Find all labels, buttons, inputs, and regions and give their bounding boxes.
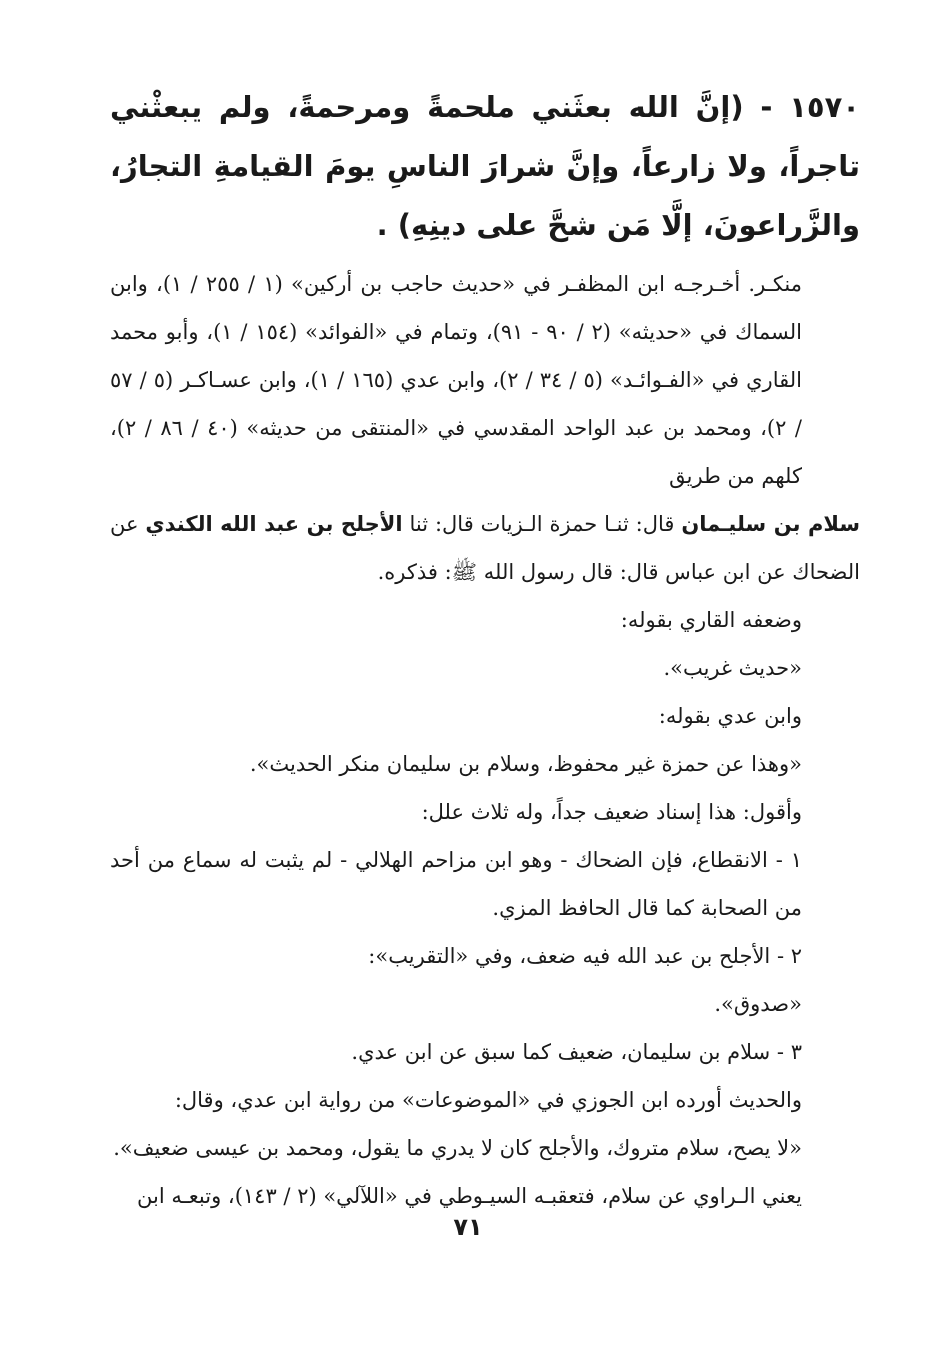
isnad-text-2: عن الضحاك عن ابن عباس قال: قال رسول الله ﷺ: فذكره. (110, 512, 860, 584)
quote-taqrib: «صدوق». (714, 992, 802, 1016)
quote-qari: «حديث غريب». (663, 656, 802, 680)
narrator-salam: سلام بن سليـمان (681, 512, 861, 536)
hadith-number: ١٥٧٠ (789, 90, 860, 124)
isnad-paragraph (110, 500, 860, 596)
defect-1: ١ - الانقطاع، فإن الضحاك - وهو ابن مزاحم الهلالي - لم يثبت له سماع من أحد من الصحابة كما قال الحافظ المزي. (110, 848, 802, 920)
quote-ibn-jawzi: «لا يصح، سلام متروك، والأجلح كان لا يدري ما يقول، ومحمد بن عيسى ضعيف». (113, 1136, 802, 1160)
defect-2: ٢ - الأجلح بن عبد الله فيه ضعف، وفي «التقريب»: (368, 944, 802, 968)
paragraph-qari-intro: وضعفه القاري بقوله: (620, 608, 802, 632)
defect-3: ٣ - سلام بن سليمان، ضعيف كما سبق عن ابن عدي. (351, 1040, 802, 1064)
paragraph-ibn-jawzi: والحديث أورده ابن الجوزي في «الموضوعات» من رواية ابن عدي، وقال: (174, 1088, 802, 1112)
isnad-text-1: قال: ثنـا حمزة الـزيات قال: ثنا (402, 512, 682, 536)
hadith-heading: ١٥٧٠ - (إنَّ الله بعثَني ملحمةً ومرحمةً، ولم يبعثْني تاجراً، ولا زارعاً، وإنَّ شرارَ الناسِ يومَ القيامةِ التجارُ، والزَّراعونَ، إلَّا مَن شحَّ على دينِهِ) . (110, 90, 860, 242)
paragraph-author-verdict: وأقول: هذا إسناد ضعيف جداً، وله ثلاث علل: (421, 800, 802, 824)
takhrij-paragraph: منكـر. أخـرجـه ابن المظفـر في «حديث حاجب بن أركين» (١ / ٢٥٥ / ١)، وابن السماك في «حديثه» (٢ / ٩٠ - ٩١)، وتمام في «الفوائد» (١٥٤ / ١)، وأبو محمد القاري في «الفـوائـد» (٥ / ٣٤ / ٢)، وابن عدي (١٦٥ / ١)، وابن عسـاكـر (٥ / ٥٧ / ٢)، ومحمد بن عبد الواحد المقدسي في «المنتقى من حديثه» (٤٠ / ٨٦ / ٢)، كلهم من طريق (110, 272, 802, 488)
paragraph-ibn-adi-intro: وابن عدي بقوله: (658, 704, 802, 728)
page-number: ٧١ (453, 1213, 483, 1241)
narrator-ajlah: الأجلح بن عبد الله الكندي (145, 512, 403, 536)
hadith-text: (إنَّ الله بعثَني ملحمةً ومرحمةً، ولم يبعثْني تاجراً، ولا زارعاً، وإنَّ شرارَ الناسِ يومَ القيامةِ التجارُ، والزَّراعونَ، إلَّا مَن شحَّ على دينِهِ) . (110, 90, 860, 242)
quote-ibn-adi: «وهذا عن حمزة غير محفوظ، وسلام بن سليمان منكر الحديث». (249, 752, 802, 776)
paragraph-suyuti: يعني الـراوي عن سلام، فتعقبـه السيـوطي في «اللآلي» (٢ / ١٤٣)، وتبعـه ابن (137, 1184, 802, 1208)
commentary-body (110, 260, 860, 1220)
